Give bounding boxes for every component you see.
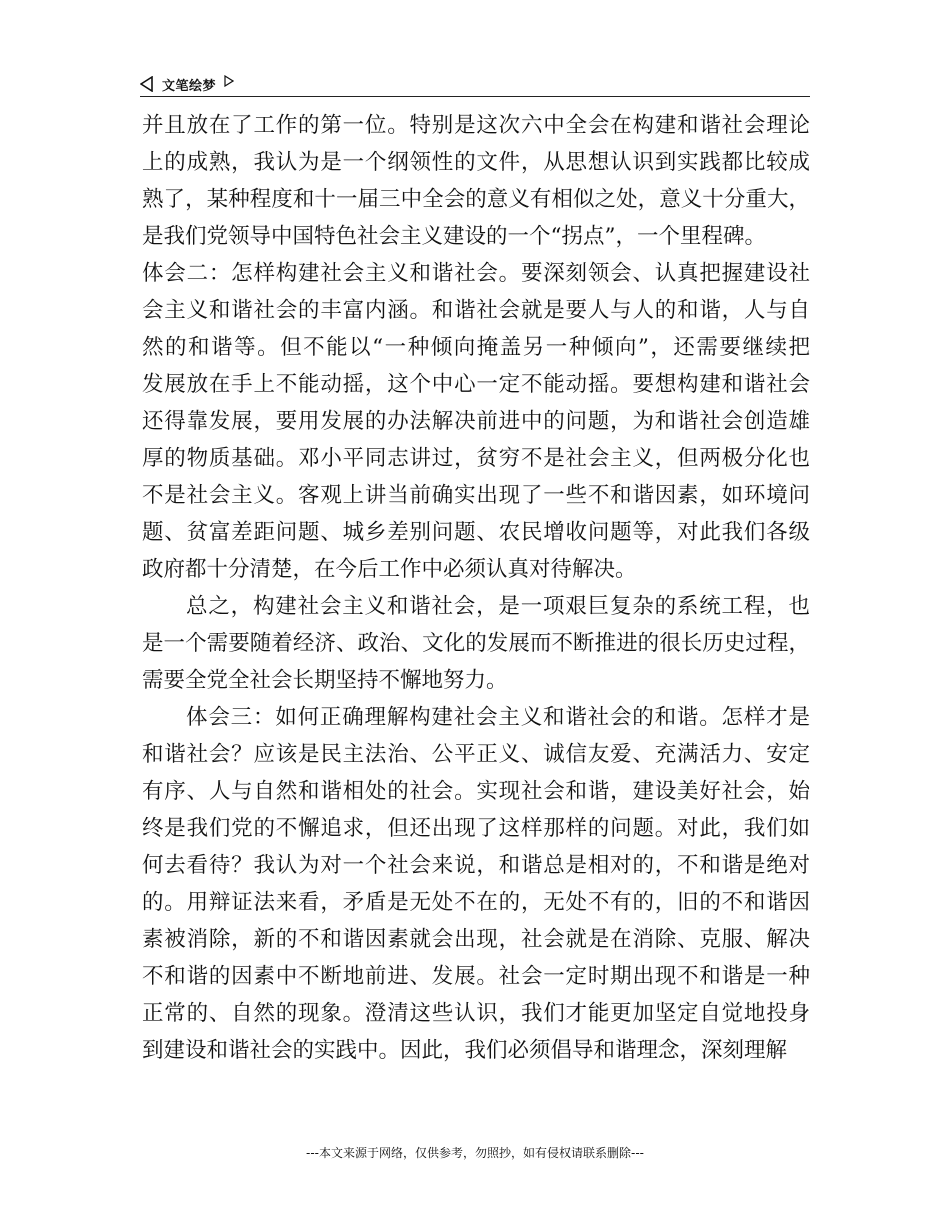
text-line: 不是社会主义。客观上讲当前确实出现了一些不和谐因素，如环境问	[142, 483, 810, 508]
text-line: 正常的、自然的现象。澄清这些认识，我们才能更加坚定自觉地投身	[142, 1001, 810, 1026]
text-line: 政府都十分清楚，在今后工作中必须认真对待解决。	[142, 557, 637, 582]
text-line: 会主义和谐社会的丰富内涵。和谐社会就是要人与人的和谐，人与自	[142, 298, 810, 323]
paragraph	[142, 588, 810, 699]
paragraph	[142, 699, 810, 1069]
text-line: 厚的物质基础。邓小平同志讲过，贫穷不是社会主义，但两极分化也	[142, 446, 810, 471]
text-line: 熟了，某种程度和十一届三中全会的意义有相似之处，意义十分重大，	[142, 187, 810, 212]
document-body	[142, 107, 810, 1069]
triangle-right-icon	[224, 81, 234, 87]
text-line: 然的和谐等。但不能以“一种倾向掩盖另一种倾向”，还需要继续把	[142, 335, 810, 360]
text-line: 有序、人与自然和谐相处的社会。实现社会和谐，建设美好社会，始	[142, 779, 810, 804]
text-line: 是我们党领导中国特色社会主义建设的一个“拐点”，一个里程碑。	[142, 224, 766, 249]
text-line: 素被消除，新的不和谐因素就会出现，社会就是在消除、克服、解决	[142, 927, 810, 952]
page-header	[140, 72, 810, 97]
text-line: 何去看待？我认为对一个社会来说，和谐总是相对的，不和谐是绝对	[142, 853, 810, 878]
text-line: 到建设和谐社会的实践中。因此，我们必须倡导和谐理念，深刻理解	[142, 1038, 788, 1063]
paragraph	[142, 107, 810, 255]
footer-disclaimer: ---本文来源于网络，仅供参考，勿照抄，如有侵权请联系删除---	[306, 1146, 644, 1160]
text-line: 不和谐的因素中不断地前进、发展。社会一定时期出现不和谐是一种	[142, 964, 810, 989]
text-line: 需要全党全社会长期坚持不懈地努力。	[142, 668, 508, 693]
text-line: 总之，构建社会主义和谐社会，是一项艰巨复杂的系统工程，也	[186, 594, 810, 619]
header-brand: 文笔绘梦	[162, 78, 217, 94]
text-line: 题、贫富差距问题、城乡差别问题、农民增收问题等，对此我们各级	[142, 520, 810, 545]
text-line: 体会三：如何正确理解构建社会主义和谐社会的和谐。怎样才是	[186, 705, 810, 730]
text-line: 和谐社会？应该是民主法治、公平正义、诚信友爱、充满活力、安定	[142, 742, 810, 767]
text-line: 上的成熟，我认为是一个纲领性的文件，从思想认识到实践都比较成	[142, 150, 810, 175]
text-line: 发展放在手上不能动摇，这个中心一定不能动摇。要想构建和谐社会	[142, 372, 810, 397]
text-line: 是一个需要随着经济、政治、文化的发展而不断推进的很长历史过程，	[142, 631, 810, 656]
text-line: 体会二：怎样构建社会主义和谐社会。要深刻领会、认真把握建设社	[142, 261, 810, 286]
paragraph	[142, 255, 810, 588]
text-line: 的。用辩证法来看，矛盾是无处不在的，无处不有的，旧的不和谐因	[142, 890, 810, 915]
text-line: 终是我们党的不懈追求，但还出现了这样那样的问题。对此，我们如	[142, 816, 810, 841]
text-line: 并且放在了工作的第一位。特别是这次六中全会在构建和谐社会理论	[142, 113, 810, 138]
text-line: 还得靠发展，要用发展的办法解决前进中的问题，为和谐社会创造雄	[142, 409, 810, 434]
